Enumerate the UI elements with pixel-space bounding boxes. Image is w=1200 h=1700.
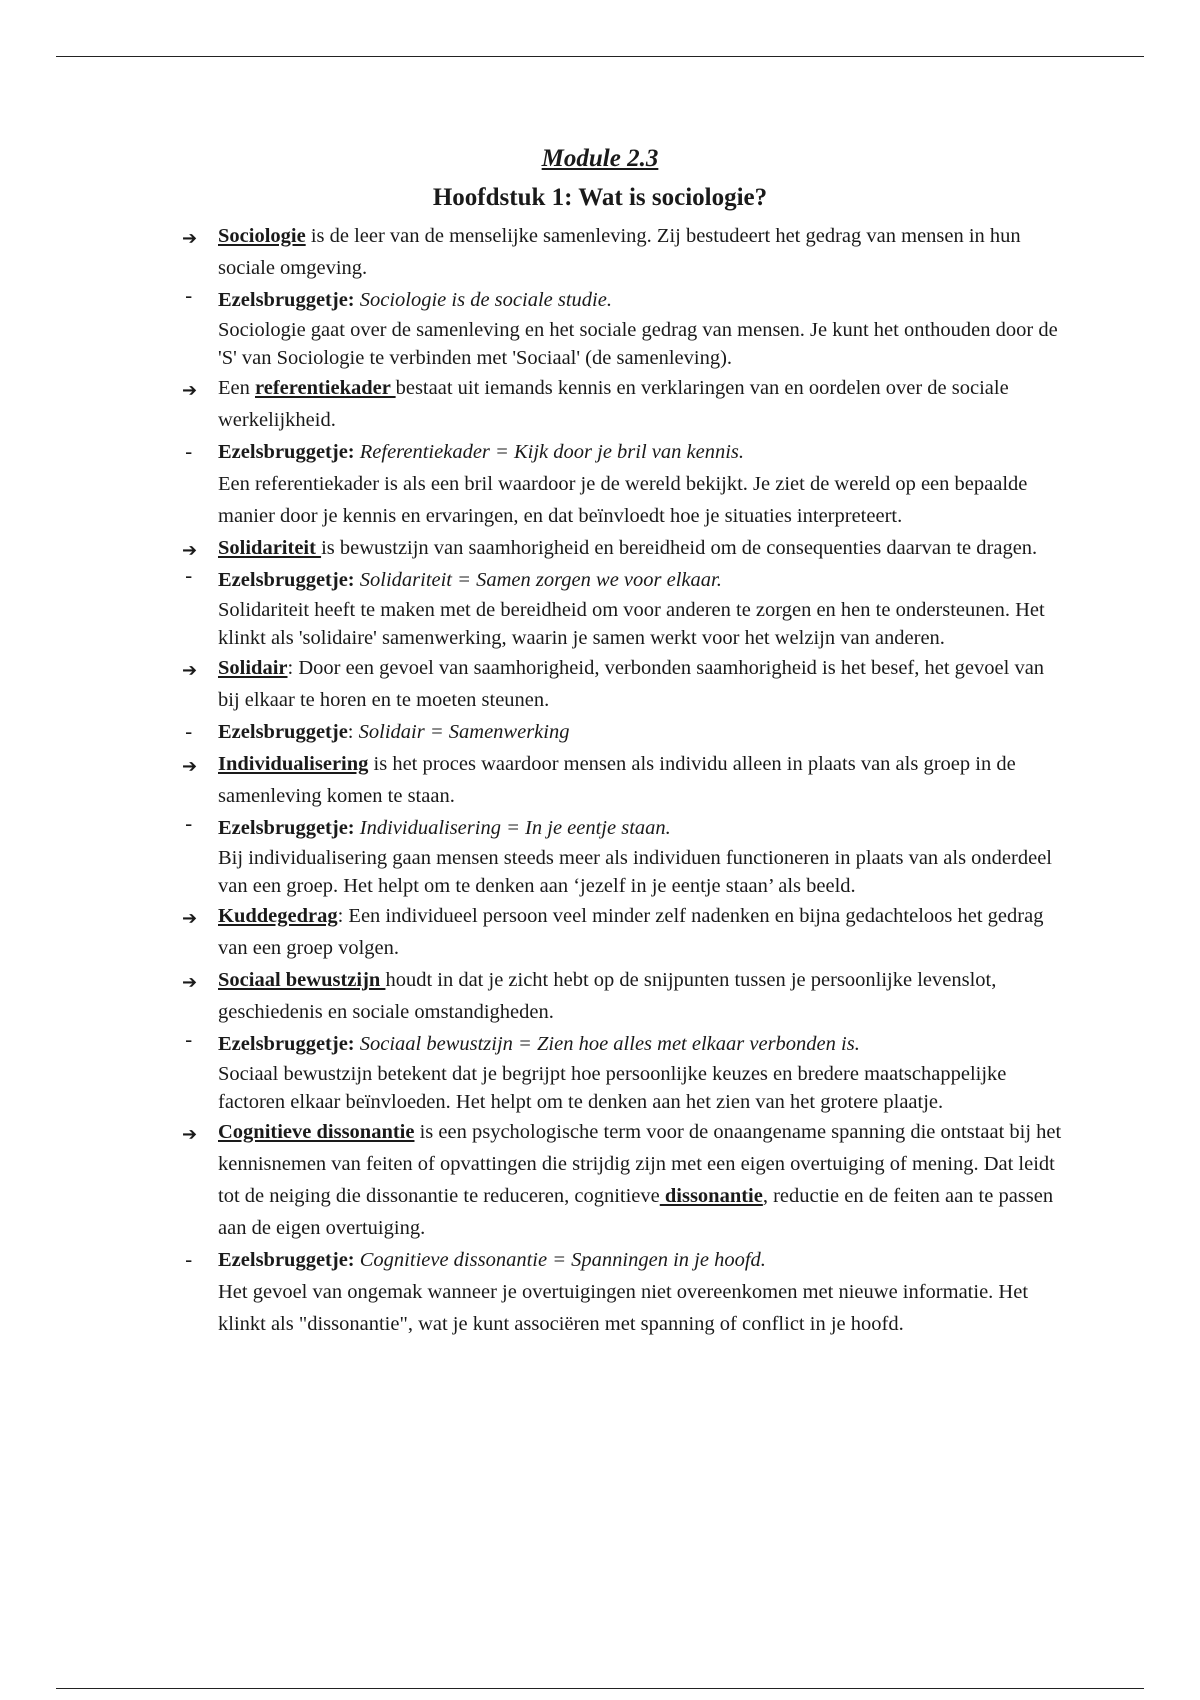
bottom-rule bbox=[56, 1688, 1144, 1689]
mnemonic-sociologie bbox=[182, 284, 1062, 372]
arrow-icon: ➔ bbox=[182, 228, 198, 249]
mnemonic-label: Ezelsbruggetje bbox=[218, 721, 348, 743]
mnemonic-text: Cognitieve dissonantie = Spanningen in je hoofd. bbox=[354, 1249, 766, 1271]
mnemonic-referentiekader bbox=[182, 436, 1062, 532]
mnemonic-text: Solidariteit = Samen zorgen we voor elkaar. bbox=[354, 569, 722, 591]
mnemonic-explanation: Een referentiekader is als een bril waardoor je de wereld bekijkt. Je ziet de wereld op een bepaalde manier door je kennis en ervaringen, en dat beïnvloedt hoe je situaties interpreteert. bbox=[218, 473, 1028, 527]
mnemonic-solidair bbox=[182, 716, 1062, 748]
arrow-icon: ➔ bbox=[182, 380, 198, 401]
definition-sociologie bbox=[182, 220, 1062, 284]
mnemonic-text: Individualisering = In je eentje staan. bbox=[354, 817, 671, 839]
mnemonic-label: Ezelsbruggetje: bbox=[218, 569, 355, 591]
dash-bullet: - bbox=[185, 1248, 193, 1272]
definition-text: is een psychologische term voor de onaangename spanning die ontstaat bij het kennisnemen van feiten of opvattingen die strijdig zijn met een eigen overtuiging of mening. Dat leidt tot de neiging die dissonantie te reduceren, cognitieve bbox=[218, 1121, 1062, 1207]
mnemonic-explanation: Bij individualisering gaan mensen steeds meer als individuen functioneren in plaats van als onderdeel van een groep. Het helpt om te denken aan ‘jezelf in je eentje staan’ als beeld. bbox=[218, 847, 1053, 897]
term-inline: dissonantie bbox=[659, 1185, 763, 1207]
mnemonic-solidariteit bbox=[182, 564, 1062, 652]
dash-bullet: - bbox=[185, 812, 193, 836]
mnemonic-text: Referentiekader = Kijk door je bril van kennis. bbox=[354, 441, 745, 463]
mnemonic-explanation: Solidariteit heeft te maken met de bereidheid om voor anderen te zorgen en hen te ondersteunen. Het klinkt als 'solidaire' samenwerking, waarin je samen werkt voor het welzijn van anderen. bbox=[218, 599, 1045, 649]
definition-text: houdt in dat je zicht hebt op de snijpunten tussen je persoonlijke levenslot, geschiedenis en sociale omstandigheden. bbox=[218, 969, 997, 1023]
term: Individualisering bbox=[218, 753, 369, 775]
definition-text: is bewustzijn van saamhorigheid en bereidheid om de consequenties daarvan te dragen. bbox=[321, 537, 1038, 559]
definition-text: : Een individueel persoon veel minder zelf nadenken en bijna gedachteloos het gedrag van een groep volgen. bbox=[218, 905, 1044, 959]
term: Solidair bbox=[218, 657, 288, 679]
mnemonic-text: Sociologie is de sociale studie. bbox=[354, 289, 612, 311]
mnemonic-label: Ezelsbruggetje: bbox=[218, 289, 355, 311]
top-rule bbox=[56, 56, 1144, 57]
definition-cognitieve-dissonantie bbox=[182, 1116, 1062, 1244]
mnemonic-label: Ezelsbruggetje: bbox=[218, 1033, 355, 1055]
term: Kuddegedrag bbox=[218, 905, 338, 927]
arrow-icon: ➔ bbox=[182, 1124, 198, 1145]
term: Sociologie bbox=[218, 225, 306, 247]
definition-text-end: , reductie en de feiten aan te passen aan de eigen overtuiging. bbox=[218, 1185, 1054, 1239]
mnemonic-label: Ezelsbruggetje: bbox=[218, 1249, 355, 1271]
mnemonic-individualisering bbox=[182, 812, 1062, 900]
definition-solidair bbox=[182, 652, 1062, 716]
term: referentiekader bbox=[255, 377, 396, 399]
definition-text: : Door een gevoel van saamhorigheid, verbonden saamhorigheid is het besef, het gevoel van bij elkaar te horen en te moeten steunen. bbox=[218, 657, 1045, 711]
arrow-icon: ➔ bbox=[182, 756, 198, 777]
term: Cognitieve dissonantie bbox=[218, 1121, 415, 1143]
mnemonic-explanation: Het gevoel van ongemak wanneer je overtuigingen niet overeenkomen met nieuwe informatie. Het klinkt als "dissonantie", wat je kunt associëren met spanning of conflict in je hoofd. bbox=[218, 1281, 1029, 1335]
mnemonic-label: Ezelsbruggetje: bbox=[218, 817, 355, 839]
definition-text: is de leer van de menselijke samenleving. Zij bestudeert het gedrag van mensen in hun sociale omgeving. bbox=[218, 225, 1021, 279]
chapter-title: Hoofdstuk 1: Wat is sociologie? bbox=[432, 184, 768, 211]
definition-text: is het proces waardoor mensen als individu alleen in plaats van als groep in de samenleving komen te staan. bbox=[218, 753, 1016, 807]
mnemonic-explanation: Sociaal bewustzijn betekent dat je begrijpt hoe persoonlijke keuzes en bredere maatschappelijke factoren elkaar beïnvloeden. Het helpt om te denken aan het zien van het grotere plaatje. bbox=[218, 1063, 1007, 1113]
term: Solidariteit bbox=[218, 537, 322, 559]
arrow-icon: ➔ bbox=[182, 908, 198, 929]
notes-list bbox=[182, 220, 1062, 1340]
module-title: Module 2.3 bbox=[541, 145, 659, 172]
dash-bullet: - bbox=[185, 440, 193, 464]
definition-individualisering bbox=[182, 748, 1062, 812]
dash-bullet: - bbox=[185, 720, 193, 744]
arrow-icon: ➔ bbox=[182, 540, 198, 561]
definition-prefix: Een bbox=[218, 377, 255, 399]
definition-referentiekader bbox=[182, 372, 1062, 436]
definition-solidariteit bbox=[182, 532, 1062, 564]
dash-bullet: - bbox=[185, 284, 193, 308]
arrow-icon: ➔ bbox=[182, 972, 198, 993]
mnemonic-sociaal-bewustzijn bbox=[182, 1028, 1062, 1116]
term: Sociaal bewustzijn bbox=[218, 969, 386, 991]
mnemonic-label: Ezelsbruggetje: bbox=[218, 441, 355, 463]
definition-sociaal-bewustzijn bbox=[182, 964, 1062, 1028]
mnemonic-colon: : bbox=[347, 721, 354, 743]
dash-bullet: - bbox=[185, 1028, 193, 1052]
mnemonic-cognitieve-dissonantie bbox=[182, 1244, 1062, 1340]
arrow-icon: ➔ bbox=[182, 660, 198, 681]
dash-bullet: - bbox=[185, 564, 193, 588]
mnemonic-text: Solidair = Samenwerking bbox=[353, 721, 570, 743]
definition-kuddegedrag bbox=[182, 900, 1062, 964]
mnemonic-text: Sociaal bewustzijn = Zien hoe alles met elkaar verbonden is. bbox=[354, 1033, 860, 1055]
mnemonic-explanation: Sociologie gaat over de samenleving en het sociale gedrag van mensen. Je kunt het onthouden door de 'S' van Sociologie te verbinden met 'Sociaal' (de samenleving). bbox=[218, 319, 1058, 369]
definition-text: bestaat uit iemands kennis en verklaringen van en oordelen over de sociale werkelijkheid. bbox=[218, 377, 1009, 431]
